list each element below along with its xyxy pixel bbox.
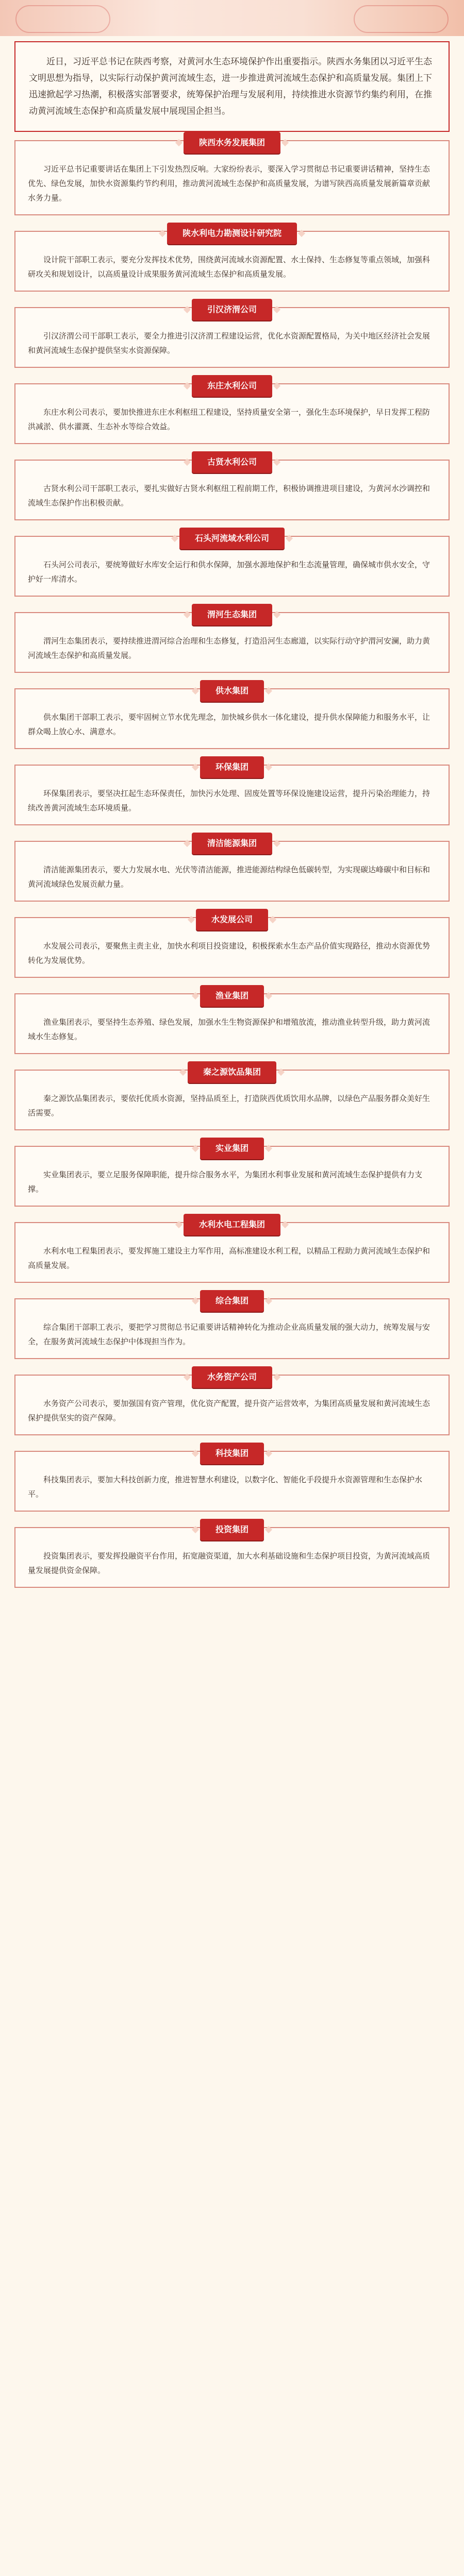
section-text: 供水集团干部职工表示，要牢固树立节水优先理念，加快城乡供水一体化建设，提升供水保障能力和服务水平，让群众喝上放心水、满意水。 [28,713,430,736]
section-card [14,1298,450,1359]
section-text: 清洁能源集团表示，要大力发展水电、光伏等清洁能源，推进能源结构绿色低碳转型，为实现碳达峰碳中和目标和黄河流域绿色发展贡献力量。 [28,865,430,889]
section-text: 引汉济渭公司干部职工表示，要全力推进引汉济渭工程建设运营，优化水资源配置格局，为关中地区经济社会发展和黄河流域生态保护提供坚实水资源保障。 [28,331,430,355]
section-card [14,383,450,444]
section-title: 清洁能源集团 [192,833,272,854]
section-text: 石头河公司表示，要统筹做好水库安全运行和供水保障，加强水源地保护和生态流量管理，确保城市供水安全，守护好一库清水。 [28,560,430,584]
section-title: 石头河流域水利公司 [179,528,285,549]
section-text: 综合集团干部职工表示，要把学习贯彻总书记重要讲话精神转化为推动企业高质量发展的强大动力，统筹发展与安全，在服务黄河流域生态保护中体现担当作为。 [28,1323,430,1346]
section-text: 渭河生态集团表示，要持续推进渭河综合治理和生态修复，打造沿河生态廊道，以实际行动守护渭河安澜，助力黄河流域生态保护和高质量发展。 [28,636,430,660]
section-card [14,1448,450,1512]
section-card [14,533,450,597]
section-card [14,140,450,215]
section-text: 习近平总书记重要讲话在集团上下引发热烈反响。大家纷纷表示，要深入学习贯彻总书记重要讲话精神，坚持生态优先、绿色发展，加快水资源集约节约利用，推动黄河流域生态保护和高质量发展，为谱写陕西高质量发展新篇章贡献水务力量。 [28,164,430,202]
section-card [14,457,450,520]
section-card [14,993,450,1054]
sections-container [0,140,464,1595]
section-card [14,1524,450,1588]
section-text: 实业集团表示，要立足服务保障职能，提升综合服务水平，为集团水利事业发展和黄河流域生态保护提供有力支撑。 [28,1170,423,1194]
section-card [14,304,450,368]
section-card [14,1143,450,1207]
section-card [14,1067,450,1130]
section-text: 环保集团表示，要坚决扛起生态环保责任，加快污水处理、固废处置等环保设施建设运营，提升污染治理能力，持续改善黄河流域生态环境质量。 [28,789,430,812]
section-title: 水务资产公司 [192,1366,272,1388]
section-card [14,1219,450,1283]
section-title: 综合集团 [200,1290,264,1312]
section-title: 环保集团 [200,756,264,778]
section-card [14,688,450,749]
section-title: 水发展公司 [196,909,268,930]
section-title: 渔业集团 [200,985,264,1007]
section-card [14,228,450,292]
section-text: 东庄水利公司表示，要加快推进东庄水利枢纽工程建设，坚持质量安全第一，强化生态环境保护，早日发挥工程防洪减淤、供水灌溉、生态补水等综合效益。 [28,408,430,431]
section-title: 供水集团 [200,680,264,702]
section-title: 实业集团 [200,1138,264,1159]
section-text: 投资集团表示，要发挥投融资平台作用，拓宽融资渠道，加大水利基础设施和生态保护项目投资，为黄河流域高质量发展提供资金保障。 [28,1551,430,1575]
section-card [14,1372,450,1435]
section-card [14,762,450,825]
section-title: 秦之源饮品集团 [188,1061,276,1083]
section-text: 古贤水利公司干部职工表示，要扎实做好古贤水利枢纽工程前期工作，积极协调推进项目建设，为黄河水沙调控和流域生态保护作出积极贡献。 [28,484,430,507]
decorative-swirl-right [354,5,449,33]
section-text: 设计院干部职工表示，要充分发挥技术优势，围绕黄河流域水资源配置、水土保持、生态修复等重点领域，加强科研攻关和规划设计，以高质量设计成果服务黄河流域生态保护和高质量发展。 [28,255,430,279]
section-title: 东庄水利公司 [192,375,272,397]
section-title: 科技集团 [200,1443,264,1464]
section-text: 科技集团表示，要加大科技创新力度，推进智慧水利建设，以数字化、智能化手段提升水资源管理和生态保护水平。 [28,1475,423,1499]
section-text: 渔业集团表示，要坚持生态养殖、绿色发展，加强水生生物资源保护和增殖放流，推动渔业转型升级，助力黄河流域水生态修复。 [28,1018,430,1041]
section-title: 古贤水利公司 [192,451,272,473]
section-title: 陕西水务发展集团 [184,132,280,154]
section-title: 引汉济渭公司 [192,299,272,320]
section-title: 陕水利电力勘测设计研究院 [167,223,297,244]
section-card [14,609,450,673]
section-text: 水发展公司表示，要聚焦主责主业，加快水利项目投资建设，积极探索水生态产品价值实现路径，推动水资源优势转化为发展优势。 [28,941,430,965]
section-text: 秦之源饮品集团表示，要依托优质水资源，坚持品质至上，打造陕西优质饮用水品牌，以绿色产品服务群众美好生活需要。 [28,1094,430,1117]
section-title: 渭河生态集团 [192,604,272,625]
section-title: 水利水电工程集团 [184,1214,280,1235]
section-title: 投资集团 [200,1519,264,1540]
top-banner [0,0,464,36]
section-text: 水利水电工程集团表示，要发挥施工建设主力军作用，高标准建设水利工程，以精品工程助力黄河流域生态保护和高质量发展。 [28,1246,430,1270]
section-card [14,838,450,902]
intro-paragraph: 近日，习近平总书记在陕西考察，对黄河水生态环境保护作出重要指示。陕西水务集团以习近平生态文明思想为指导，以实际行动保护黄河流域生态，进一步推进黄河流域生态保护和高质量发展。集团上下迅速掀起学习热潮，积极落实部署要求，统筹保护治理与发展利用，持续推进水资源节约集约利用，在推动黄河流域生态保护和高质量发展中展现国企担当。 [14,41,450,132]
section-card [14,914,450,978]
decorative-swirl-left [15,5,110,33]
section-text: 水务资产公司表示，要加强国有资产管理，优化资产配置，提升资产运营效率，为集团高质量发展和黄河流域生态保护提供坚实的资产保障。 [28,1399,430,1422]
